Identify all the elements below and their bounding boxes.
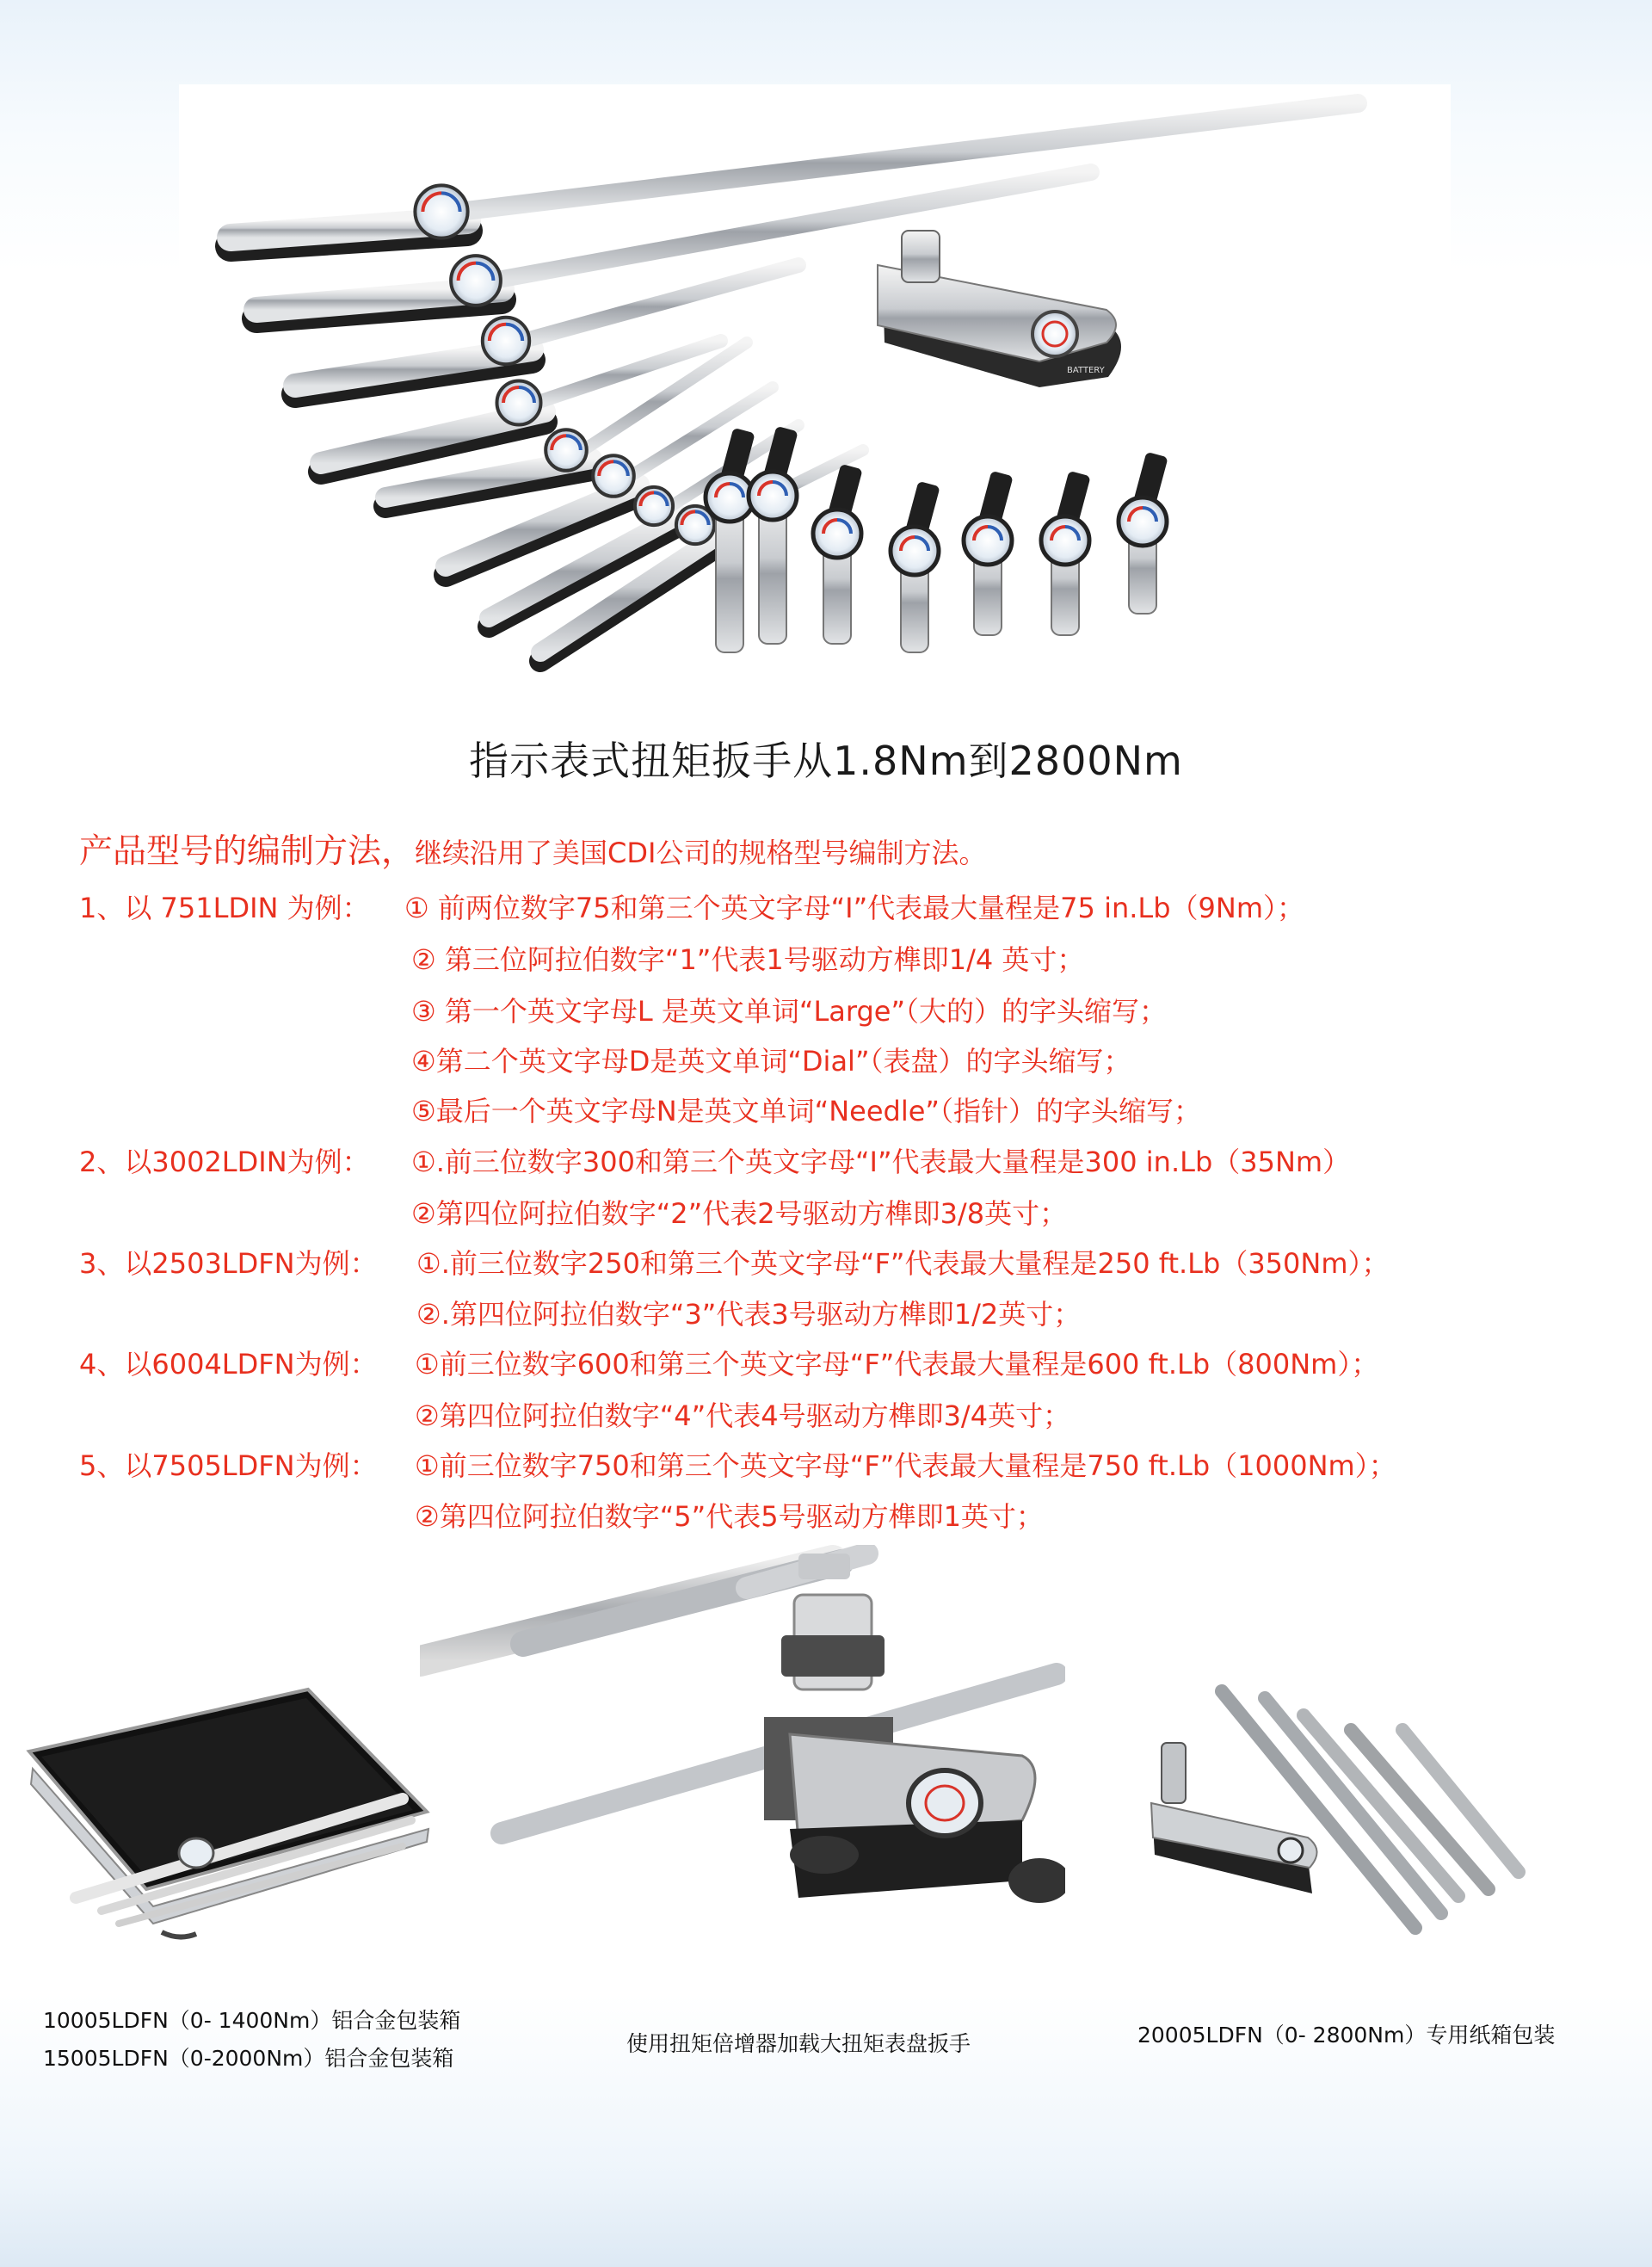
page-title: 指示表式扭矩扳手从1.8Nm到2800Nm (469, 738, 1183, 784)
intro-line (79, 825, 986, 873)
battery-label: BATTERY (1067, 366, 1105, 375)
rule-1-item-3: ③ 第一个英文字母L 是英文单词“Large”（大的）的字头缩写； (411, 995, 1168, 1028)
rule-1-item-2: ② 第三位阿拉伯数字“1”代表1号驱动方榫即1/4 英寸； (411, 943, 1085, 976)
intro-text: 继续沿用了美国CDI公司的规格型号编制方法。 (415, 837, 987, 869)
aluminum-case-photo (24, 1683, 433, 1945)
rule-1-label: 1、以 751LDIN 为例： (79, 892, 370, 924)
extension-bars-photo (1144, 1683, 1557, 1941)
rule-4-item-1: ①前三位数字600和第三个英文字母“F”代表最大量程是600 ft.Lb（800Nm）； (415, 1348, 1379, 1381)
rule-2-item-2: ②第四位阿拉伯数字“2”代表2号驱动方榫即3/8英寸； (411, 1197, 1068, 1230)
short-dial-wrench (813, 464, 863, 644)
rule-4-label: 4、以6004LDFN为例： (79, 1348, 378, 1381)
dial-wrench (295, 265, 798, 394)
rule-1-item-5: ⑤最后一个英文字母N是英文单词“Needle”（指针）的字头缩写； (411, 1095, 1201, 1127)
caption-carton: 20005LDFN（0- 2800Nm）专用纸箱包装 (1137, 2023, 1556, 2048)
rule-1-item-1: ① 前两位数字75和第三个英文字母“I”代表最大量程是75 in.Lb（9Nm）； (404, 892, 1305, 924)
caption-multiplier: 使用扭矩倍增器加载大扭矩表盘扳手 (626, 2031, 971, 2056)
intro-heading: 产品型号的编制方法， (79, 832, 416, 871)
short-dial-wrench (891, 481, 940, 652)
caption-case-2: 15005LDFN（0-2000Nm）铝合金包装箱 (43, 2046, 454, 2071)
rule-5-item-2: ②第四位阿拉伯数字“5”代表5号驱动方榫即1英寸； (415, 1500, 1044, 1533)
rule-5-label: 5、以7505LDFN为例： (79, 1449, 378, 1482)
short-dial-wrench (964, 471, 1014, 635)
rule-2-item-1: ①.前三位数字300和第三个英文字母“I”代表最大量程是300 in.Lb（35Nm） (411, 1146, 1351, 1178)
hero-product-photo (179, 84, 1451, 717)
short-dial-wrench (1041, 471, 1091, 635)
rule-2-label: 2、以3002LDIN为例： (79, 1146, 370, 1178)
caption-case-1: 10005LDFN（0- 1400Nm）铝合金包装箱 (43, 2008, 461, 2033)
rule-1-item-4: ④第二个英文字母D是英文单词“Dial”（表盘）的字头缩写； (411, 1045, 1131, 1078)
rule-3-label: 3、以2503LDFN为例： (79, 1247, 378, 1280)
rule-5-item-1: ①前三位数字750和第三个英文字母“F”代表最大量程是750 ft.Lb（1000Nm）； (415, 1449, 1396, 1482)
battery-dial-wrench (878, 231, 1121, 387)
short-dial-wrench (1119, 452, 1168, 614)
torque-multiplier-photo (420, 1545, 1065, 1975)
rule-3-item-2: ②.第四位阿拉伯数字“3”代表3号驱动方榫即1/2英寸； (416, 1298, 1082, 1331)
rule-3-item-1: ①.前三位数字250和第三个英文字母“F”代表最大量程是250 ft.Lb（350Nm）； (416, 1247, 1390, 1280)
rule-4-item-2: ②第四位阿拉伯数字“4”代表4号驱动方榫即3/4英寸； (415, 1399, 1071, 1432)
